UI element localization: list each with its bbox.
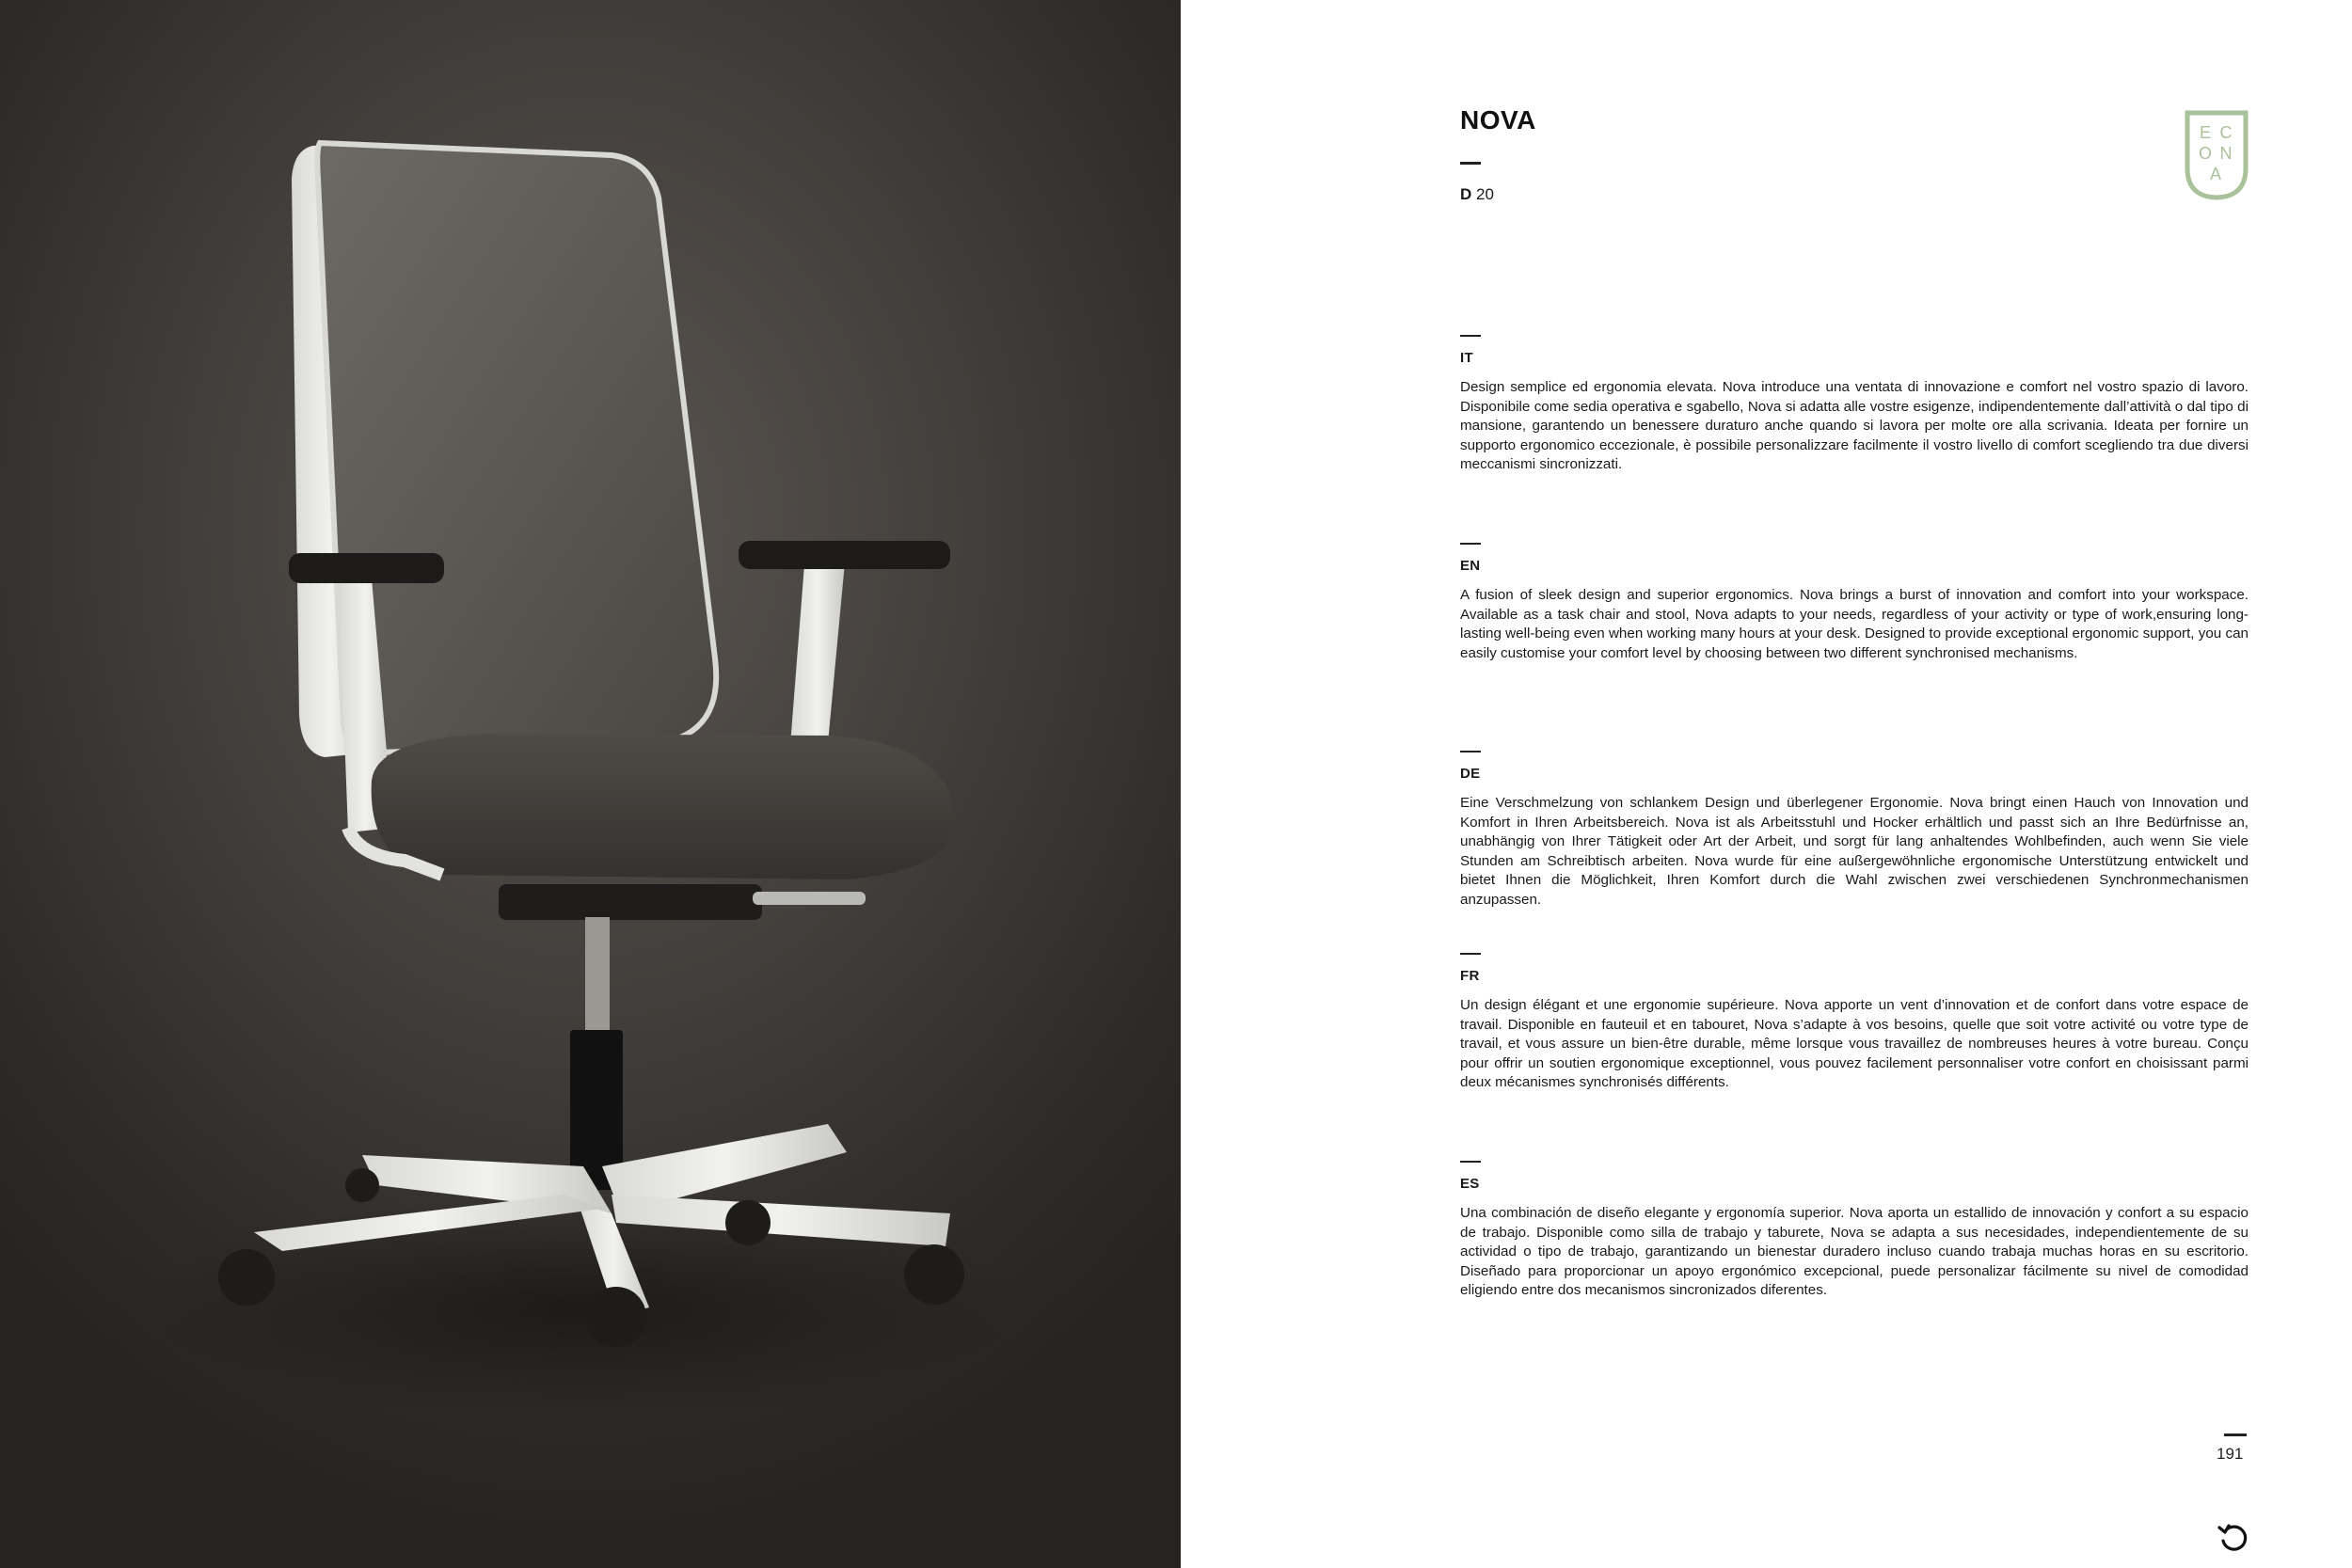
logo-letter: C [2219, 123, 2233, 142]
section-fr [1460, 953, 2249, 1093]
undo-icon[interactable] [2217, 1520, 2250, 1554]
section-divider [1460, 543, 1481, 545]
product-code-label: D [1460, 185, 1472, 203]
product-title: NOVA [1460, 105, 1536, 135]
section-text: Design semplice ed ergonomia elevata. Nova introduce una ventata di innovazione e comfort nel vostro spazio di lavoro. Disponibile come sedia operativa e sgabello, Nova si adatta alle vostre esigenze, indipendentemente dall’attività o dal tipo di mansione, garantendo un benessere duraturo anche quando si lavora per molte ore alla scrivania. Ideata per fornire un supporto ergonomico eccezionale, è possibile personalizzare facilmente il vostro livello di comfort scegliendo tra due diversi meccanismi sincronizzati. [1460, 379, 2249, 473]
section-en [1460, 543, 2249, 663]
product-description-panel [1460, 0, 2250, 1568]
title-divider [1460, 162, 1481, 165]
section-lang-label: DE [1460, 766, 1481, 782]
section-text: Una combinación de diseño elegante y ergonomía superior. Nova aporta un estallido de innovación y confort a su espacio de trabajo. Disponible como silla de trabajo y taburete, Nova se adapta a sus necesidades, independientemente de su actividad o tipo de trabajo, garantizando un bienestar duradero incluso cuando trabaja muchas horas en su escritorio. Diseñado para proporcionar un apoyo ergonómico excepcional, puede personalizar fácilmente su nivel de comodidad eligiendo entre dos mecanismos sincronizados diferentes. [1460, 1205, 2249, 1299]
section-lang-label: ES [1460, 1176, 1480, 1192]
product-code [1460, 185, 1494, 204]
section-text: Eine Verschmelzung von schlankem Design und überlegener Ergonomie. Nova bringt einen Hauch von Innovation und Komfort in Ihren Arbeitsbereich. Nova ist als Arbeitsstuhl und Hocker erhältlich und passt sich an Ihre Bedürfnisse an, unabhängig von Ihrer Tätigkeit oder Art der Arbeit, und sorgt für lang anhaltendes Wohlbefinden, auch wenn Sie viele Stunden am Schreibtisch arbeiten. Nova wurde für eine außergewöhnliche ergonomische Unterstützung entwickelt und bietet Ihnen die Möglichkeit, Ihren Komfort durch die Wahl zwischen zwei verschiedenen Synchronmechanismen anzupassen. [1460, 795, 2249, 908]
section-divider [1460, 335, 1481, 337]
section-es [1460, 1161, 2249, 1301]
page-number-divider [2224, 1433, 2247, 1436]
section-lang-label: IT [1460, 350, 1473, 366]
logo-letter: A [2209, 165, 2222, 183]
section-de [1460, 751, 2249, 911]
product-code-value: 20 [1476, 185, 1494, 203]
section-divider [1460, 953, 1481, 955]
page-number: 191 [2217, 1445, 2244, 1463]
econa-logo-icon [2185, 110, 2249, 200]
logo-letter: O [2198, 144, 2213, 163]
section-text: A fusion of sleek design and superior ergonomics. Nova brings a burst of innovation and comfort into your workspace. Available as a task chair and stool, Nova adapts to your needs, regardless of your activity or type of work,ensuring long-lasting well-being even when working many hours at your desk. Designed to provide exceptional ergonomic support, you can easily customise your comfort level by choosing between two different synchronised mechanisms. [1460, 587, 2249, 661]
section-text: Un design élégant et une ergonomie supérieure. Nova apporte un vent d’innovation et de confort dans votre espace de travail. Disponible en fauteuil et en tabouret, Nova s’adapte à vos besoins, quelle que soit votre activité ou votre type de travail, et vous assure un bien-être durable, même lorsque vous travaillez de nombreuses heures à votre bureau. Conçu pour offrir un soutien ergonomique exceptionnel, vous pouvez facilement personnaliser votre confort en choisissant parmi deux mécanismes synchronisés différents. [1460, 997, 2249, 1091]
section-divider [1460, 751, 1481, 752]
logo-letter: E [2199, 123, 2212, 142]
section-divider [1460, 1161, 1481, 1163]
section-it [1460, 335, 2249, 475]
logo-letter: N [2219, 144, 2233, 163]
section-lang-label: EN [1460, 558, 1481, 574]
section-lang-label: FR [1460, 968, 1480, 984]
